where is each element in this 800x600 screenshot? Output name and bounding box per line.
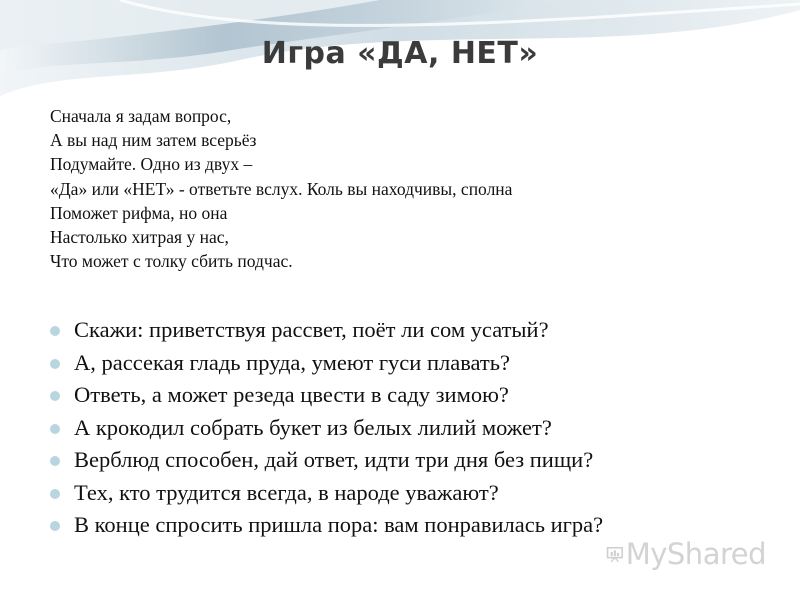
question-text: В конце спросить пришла пора: вам понравилась игра? [74, 512, 604, 537]
bullet-dot-icon [50, 456, 60, 466]
question-text: Скажи: приветствуя рассвет, поёт ли сом усатый? [74, 317, 549, 342]
bullet-dot-icon [50, 359, 60, 369]
list-item [50, 347, 790, 380]
presentation-board-icon [606, 537, 624, 571]
watermark-text: MyShared [625, 537, 766, 571]
verse-line: Настолько хитрая у нас, [50, 227, 229, 248]
bullet-dot-icon [50, 326, 60, 336]
verse-line: Поможет рифма, но она [50, 202, 228, 223]
intro-verse [50, 104, 512, 273]
list-item [50, 314, 790, 347]
verse-line: Подумайте. Одно из двух – [50, 154, 253, 175]
question-text: Верблюд способен, дай ответ, идти три дня без пищи? [74, 447, 594, 472]
list-item [50, 444, 790, 477]
list-item [50, 412, 790, 445]
question-list [50, 314, 790, 542]
list-item [50, 379, 790, 412]
verse-line: А вы над ним затем всерьёз [50, 130, 257, 151]
bullet-dot-icon [50, 391, 60, 401]
watermark-logo [606, 536, 766, 572]
question-text: А, рассекая гладь пруда, умеют гуси плавать? [74, 349, 511, 375]
verse-line: Что может с толку сбить подчас. [50, 251, 293, 272]
bullet-dot-icon [50, 521, 60, 531]
question-text: Тех, кто трудится всегда, в народе уважают? [74, 479, 499, 505]
bullet-dot-icon [50, 424, 60, 434]
verse-line: Сначала я задам вопрос, [50, 106, 232, 126]
question-text: Ответь, а может резеда цвести в саду зимою? [74, 382, 509, 407]
list-item [50, 477, 790, 510]
verse-line: «Да» или «НЕТ» - ответьте вслух. Коль вы находчивы, сполна [50, 178, 513, 199]
slide-title: Игра «ДА, НЕТ» [261, 36, 539, 71]
question-text: А крокодил собрать букет из белых лилий может? [74, 414, 552, 440]
bullet-dot-icon [50, 489, 60, 499]
